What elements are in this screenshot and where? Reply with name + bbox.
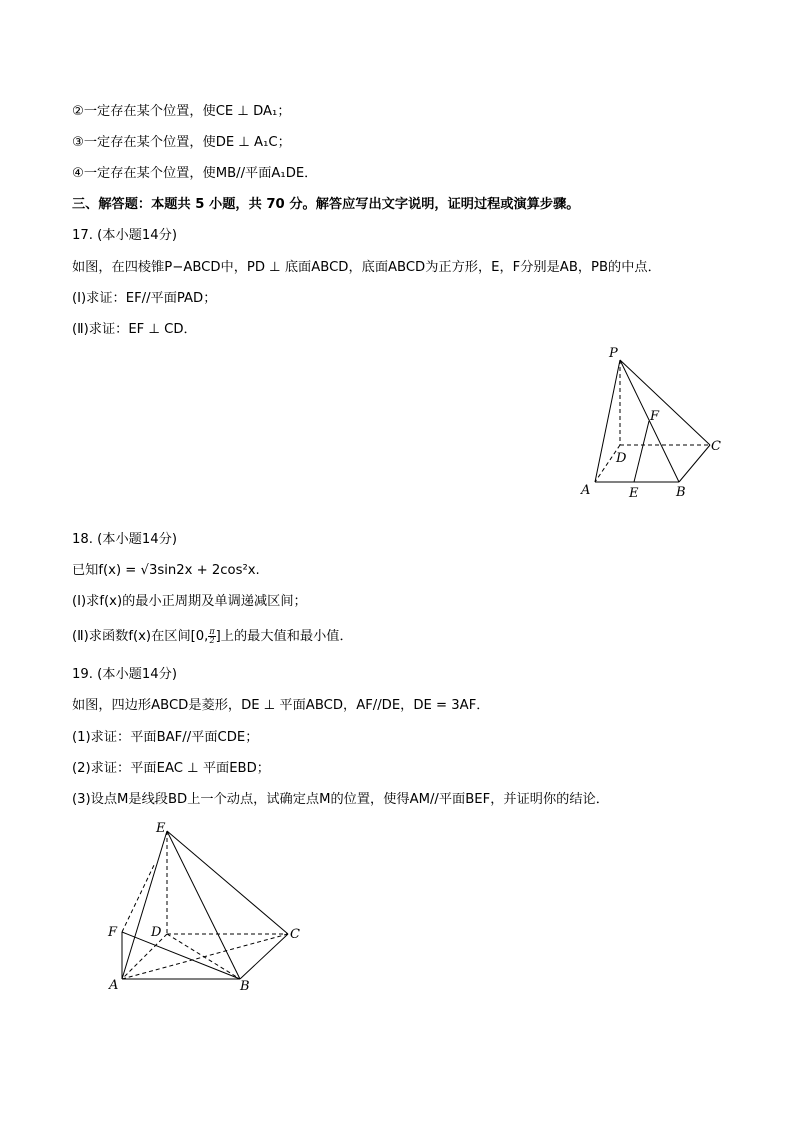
q17-header: 17. (本小题14分)	[72, 228, 177, 243]
q18-part2-suffix: ]上的最大值和最小值．	[215, 629, 353, 644]
label-P: P	[609, 346, 618, 361]
pi-over-2-fraction	[208, 628, 215, 645]
option-3: ③一定存在某个位置，使DE ⊥ A₁C；	[72, 135, 291, 150]
fraction-numerator: π	[209, 626, 215, 636]
label-D: D	[151, 925, 162, 940]
label-C: C	[290, 927, 300, 942]
q18-part2	[72, 627, 353, 647]
label-F: F	[108, 925, 118, 940]
q19-part1: (1)求证：平面BAF//平面CDE；	[72, 730, 259, 745]
q19-stem: 如图，四边形ABCD是菱形，DE ⊥ 平面ABCD，AF//DE，DE = 3AF．	[72, 698, 490, 713]
q17-part1: (Ⅰ)求证：EF//平面PAD；	[72, 291, 217, 306]
label-A: A	[109, 978, 119, 993]
label-C: C	[711, 439, 721, 454]
q17-stem: 如图，在四棱锥P−ABCD中，PD ⊥ 底面ABCD，底面ABCD为正方形，E，F分别是AB，PB的中点．	[72, 260, 661, 275]
q19-part2: (2)求证：平面EAC ⊥ 平面EBD；	[72, 761, 270, 776]
fraction-denominator: 2	[209, 635, 215, 645]
label-A: A	[581, 483, 591, 498]
rhombus-solid-figure	[100, 818, 310, 998]
pyramid-figure	[575, 340, 735, 510]
label-D: D	[616, 451, 627, 466]
label-F: F	[650, 409, 660, 424]
q17-part2: (Ⅱ)求证：EF ⊥ CD．	[72, 322, 197, 337]
q18-part1: (Ⅰ)求f(x)的最小正周期及单调递减区间；	[72, 594, 307, 609]
label-E: E	[156, 821, 166, 836]
q19-header: 19. (本小题14分)	[72, 667, 177, 682]
q18-header: 18. (本小题14分)	[72, 532, 177, 547]
section-heading: 三、解答题：本题共 5 小题，共 70 分。解答应写出文字说明，证明过程或演算步骤。	[72, 197, 580, 212]
q18-part2-prefix: (Ⅱ)求函数f(x)在区间[0,	[72, 629, 209, 644]
q18-stem: 已知f(x) = √3sin2x + 2cos²x.	[72, 563, 260, 578]
label-B: B	[240, 979, 250, 994]
option-2: ②一定存在某个位置，使CE ⊥ DA₁；	[72, 104, 291, 119]
option-4: ④一定存在某个位置，使MB//平面A₁DE．	[72, 166, 318, 181]
label-B: B	[676, 485, 686, 500]
q19-part3: (3)设点M是线段BD上一个动点，试确定点M的位置，使得AM//平面BEF，并证明你的结论．	[72, 792, 609, 807]
label-E: E	[629, 486, 639, 501]
